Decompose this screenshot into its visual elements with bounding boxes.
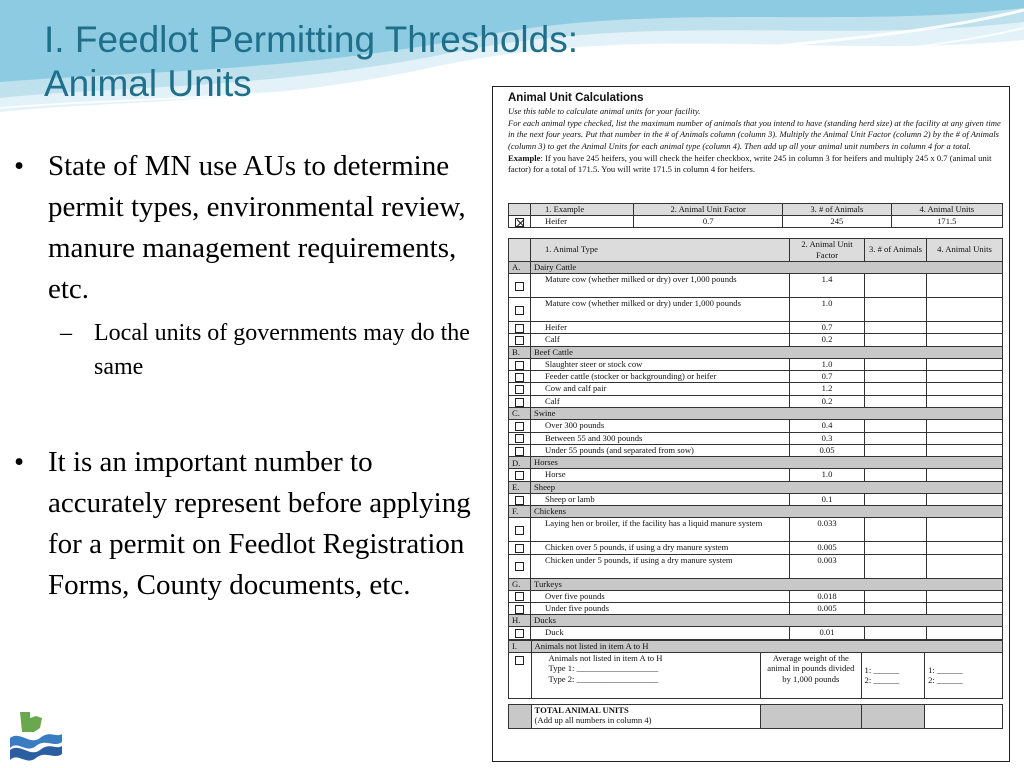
num-animals-field[interactable] — [865, 321, 927, 333]
example-units: 171.5 — [891, 216, 1002, 228]
num-animals-field[interactable] — [865, 554, 927, 578]
animal-units-field[interactable] — [927, 358, 1003, 370]
category-letter: B. — [509, 346, 531, 358]
other-units-1[interactable]: 1: ______ — [928, 664, 963, 675]
animal-type-name: Heifer — [531, 321, 790, 333]
category-letter: A. — [509, 261, 531, 273]
num-animals-field[interactable] — [865, 383, 927, 395]
other-units-2[interactable]: 2: ______ — [928, 675, 963, 686]
bullet-text: It is an important number to accurately represent before applying for a permit on Feedlot Registration Forms, County documents, etc. — [48, 446, 471, 601]
num-animals-field[interactable] — [865, 358, 927, 370]
animal-type-name: Between 55 and 300 pounds — [531, 432, 790, 444]
animal-type-name: Laying hen or broiler, if the facility has a liquid manure system — [531, 518, 790, 542]
category-letter: I. — [509, 640, 532, 652]
animal-type-name: Sheep or lamb — [531, 493, 790, 505]
animal-units-field[interactable] — [927, 273, 1003, 297]
animal-unit-factor: 0.003 — [790, 554, 865, 578]
table-row — [509, 273, 1003, 297]
table-header-row — [509, 238, 1003, 261]
example-animals: 245 — [783, 216, 891, 228]
category-letter: E. — [509, 481, 531, 493]
animal-units-field[interactable] — [927, 554, 1003, 578]
sub-bullet-item — [12, 316, 490, 384]
header-animal-type: 1. Animal Type — [531, 238, 790, 261]
mn-waves-logo-icon — [6, 708, 64, 766]
category-name: Dairy Cattle — [531, 261, 1003, 273]
bullet-list — [12, 146, 490, 606]
num-animals-field[interactable] — [865, 627, 927, 639]
dash-icon: – — [60, 320, 72, 346]
other-animals-row — [509, 652, 1003, 698]
animal-units-field[interactable] — [927, 370, 1003, 382]
animal-unit-factor: 0.7 — [790, 370, 865, 382]
category-name: Ducks — [531, 615, 1003, 627]
animal-type-name: Chicken under 5 pounds, if using a dry manure system — [531, 554, 790, 578]
checkbox-icon[interactable] — [515, 526, 524, 535]
animal-units-field[interactable] — [927, 542, 1003, 554]
category-row — [509, 640, 1003, 652]
checkbox-icon[interactable] — [515, 592, 524, 601]
animal-type-name: Over 300 pounds — [531, 420, 790, 432]
form-example — [508, 153, 1001, 175]
num-animals-field[interactable] — [865, 444, 927, 456]
num-animals-field[interactable] — [865, 370, 927, 382]
table-row — [509, 395, 1003, 407]
category-row — [509, 578, 1003, 590]
checkbox-icon[interactable] — [515, 361, 524, 370]
animal-units-field[interactable] — [927, 383, 1003, 395]
animal-type-name: Cow and calf pair — [531, 383, 790, 395]
num-animals-field[interactable] — [865, 432, 927, 444]
checkbox-icon[interactable] — [515, 282, 524, 291]
checkbox-icon[interactable] — [515, 336, 524, 345]
bullet-dot-icon: • — [14, 150, 25, 182]
other-type-1[interactable]: Type 1: ___________________ — [548, 663, 659, 674]
animal-units-field[interactable] — [927, 602, 1003, 614]
checkbox-icon[interactable] — [515, 324, 524, 333]
table-row — [509, 444, 1003, 456]
category-name: Swine — [531, 408, 1003, 420]
table-row — [509, 432, 1003, 444]
table-row — [509, 383, 1003, 395]
total-value-field[interactable] — [925, 704, 1003, 728]
other-average-weight: Average weight of the animal in pounds divided by 1,000 pounds — [761, 652, 861, 698]
checkbox-icon[interactable] — [515, 605, 524, 614]
total-row — [509, 704, 1003, 728]
animal-unit-factor: 0.05 — [790, 444, 865, 456]
num-animals-field[interactable] — [865, 602, 927, 614]
animal-type-name: Mature cow (whether milked or dry) over 1,000 pounds — [531, 273, 790, 297]
num-animals-field[interactable] — [865, 297, 927, 321]
num-animals-field[interactable] — [865, 273, 927, 297]
header-animal-units: 4. Animal Units — [927, 238, 1003, 261]
table-row — [509, 420, 1003, 432]
checkbox-icon[interactable] — [515, 562, 524, 571]
category-name: Animals not listed in item A to H — [531, 640, 1002, 652]
category-row — [509, 506, 1003, 518]
total-label: TOTAL ANIMAL UNITS — [534, 704, 629, 715]
category-letter: C. — [509, 408, 531, 420]
checkbox-icon[interactable] — [515, 496, 524, 505]
animal-units-field[interactable] — [927, 420, 1003, 432]
table-row — [509, 358, 1003, 370]
example-table — [508, 203, 1003, 228]
num-animals-field[interactable] — [865, 420, 927, 432]
header-num-animals: 3. # of Animals — [865, 238, 927, 261]
animal-units-field[interactable] — [927, 297, 1003, 321]
checked-checkbox-icon — [515, 218, 524, 227]
table-row — [509, 297, 1003, 321]
checkbox-icon[interactable] — [515, 656, 524, 665]
animal-units-field[interactable] — [927, 469, 1003, 481]
animal-unit-factor: 0.1 — [790, 493, 865, 505]
bullet-dot-icon: • — [14, 446, 25, 478]
table-row — [509, 334, 1003, 346]
category-row — [509, 457, 1003, 469]
animal-unit-form — [492, 86, 1010, 762]
animal-type-name: Under 55 pounds (and separated from sow) — [531, 444, 790, 456]
animal-unit-factor: 0.005 — [790, 602, 865, 614]
animal-units-field[interactable] — [927, 518, 1003, 542]
bullet-text: State of MN use AUs to determine permit types, environmental review, manure management requirements, etc. — [48, 150, 466, 305]
checkbox-icon[interactable] — [515, 434, 524, 443]
form-intro-2: For each animal type checked, list the maximum number of animals that you intend to have (standing herd size) at the facility at any given time in the next four years. Put that number in the # of Animals column (column 3). Multiply the Animal Unit Factor (column 2) by the # of Animals (column 3) to get the Animal Units for each animal type (column 4). Then add up all your animal unit numbers in column 4 for a total. — [508, 118, 1001, 151]
category-row — [509, 481, 1003, 493]
animal-unit-factor: 0.3 — [790, 432, 865, 444]
example-label: Example — [508, 152, 541, 163]
example-factor: 0.7 — [634, 216, 783, 228]
category-row — [509, 615, 1003, 627]
example-header-type: 1. Example — [531, 204, 634, 216]
category-letter: F. — [509, 506, 531, 518]
animal-type-name: Slaughter steer or stock cow — [531, 358, 790, 370]
animal-type-name: Duck — [531, 627, 790, 639]
animal-type-name: Over five pounds — [531, 590, 790, 602]
category-row — [509, 261, 1003, 273]
animal-type-name: Under five pounds — [531, 602, 790, 614]
num-animals-field[interactable] — [865, 542, 927, 554]
category-name: Sheep — [531, 481, 1003, 493]
checkbox-icon[interactable] — [515, 447, 524, 456]
animal-unit-factor: 0.01 — [790, 627, 865, 639]
table-row — [509, 321, 1003, 333]
num-animals-field[interactable] — [865, 518, 927, 542]
example-type: Heifer — [531, 216, 634, 228]
animal-unit-factor: 1.0 — [790, 297, 865, 321]
table-row — [509, 493, 1003, 505]
category-row — [509, 346, 1003, 358]
checkbox-icon[interactable] — [515, 385, 524, 394]
checkbox-icon[interactable] — [515, 306, 524, 315]
animal-type-name: Calf — [531, 334, 790, 346]
example-header-units: 4. Animal Units — [891, 204, 1002, 216]
animal-unit-factor: 1.0 — [790, 358, 865, 370]
slide-title-line-1: I. Feedlot Permitting Thresholds: — [44, 19, 579, 60]
table-row — [509, 554, 1003, 578]
num-animals-field[interactable] — [865, 334, 927, 346]
animal-unit-factor: 1.4 — [790, 273, 865, 297]
table-row — [509, 542, 1003, 554]
table-row — [509, 370, 1003, 382]
num-animals-field[interactable] — [865, 590, 927, 602]
category-name: Turkeys — [531, 578, 1003, 590]
form-title: Animal Unit Calculations — [508, 92, 644, 104]
form-intro-1: Use this table to calculate animal units for your facility. — [508, 106, 701, 116]
other-row-label: Animals not listed in item A to H — [548, 652, 663, 663]
checkbox-icon[interactable] — [515, 398, 524, 407]
checkbox-icon[interactable] — [515, 629, 524, 638]
table-row — [509, 602, 1003, 614]
example-text: : If you have 245 heifers, you will check the heifer checkbox, write 245 in column 3 for heifers and multiply 245 x 0.7 (animal unit factor) for a total of 171.5. You will write 171.5 in column 4 for heifers. — [508, 152, 992, 175]
slide-title-line-2: Animal Units — [44, 63, 252, 104]
animal-unit-factor: 0.2 — [790, 334, 865, 346]
animal-units-field[interactable] — [927, 321, 1003, 333]
category-row — [509, 408, 1003, 420]
animal-type-name: Chicken over 5 pounds, if using a dry manure system — [531, 542, 790, 554]
table-row — [509, 590, 1003, 602]
animal-unit-factor: 0.033 — [790, 518, 865, 542]
example-header-animals: 3. # of Animals — [783, 204, 891, 216]
total-sub: (Add up all numbers in column 4) — [534, 715, 652, 726]
table-row — [509, 518, 1003, 542]
num-animals-field[interactable] — [865, 395, 927, 407]
animal-units-field[interactable] — [927, 432, 1003, 444]
checkbox-icon[interactable] — [515, 471, 524, 480]
animal-unit-factor: 0.018 — [790, 590, 865, 602]
animal-units-field[interactable] — [927, 395, 1003, 407]
animal-units-field[interactable] — [927, 590, 1003, 602]
animal-unit-factor: 0.4 — [790, 420, 865, 432]
example-header-factor: 2. Animal Unit Factor — [634, 204, 783, 216]
num-animals-field[interactable] — [865, 469, 927, 481]
animal-type-name: Calf — [531, 395, 790, 407]
category-letter: D. — [509, 457, 531, 469]
category-letter: G. — [509, 578, 531, 590]
table-row — [509, 627, 1003, 639]
animal-unit-factor: 0.2 — [790, 395, 865, 407]
other-animals-2[interactable]: 2: ______ — [864, 675, 900, 686]
animal-unit-factor: 0.005 — [790, 542, 865, 554]
category-name: Beef Cattle — [531, 346, 1003, 358]
other-animals-table — [508, 640, 1003, 729]
checkbox-icon[interactable] — [515, 373, 524, 382]
animal-unit-factor: 1.0 — [790, 469, 865, 481]
animal-units-field[interactable] — [927, 493, 1003, 505]
bullet-item-2 — [12, 442, 490, 606]
animal-units-field[interactable] — [927, 334, 1003, 346]
checkbox-icon[interactable] — [515, 544, 524, 553]
animal-type-name: Horse — [531, 469, 790, 481]
checkbox-icon[interactable] — [515, 422, 524, 431]
header-unit-factor: 2. Animal Unit Factor — [790, 238, 865, 261]
category-letter: H. — [509, 615, 531, 627]
other-type-2[interactable]: Type 2: ___________________ — [548, 673, 659, 684]
bullet-item-1 — [12, 146, 490, 310]
animal-type-name: Mature cow (whether milked or dry) under 1,000 pounds — [531, 297, 790, 321]
sub-bullet-text: Local units of governments may do the same — [94, 320, 470, 380]
animal-unit-factor: 1.2 — [790, 383, 865, 395]
animal-unit-factor: 0.7 — [790, 321, 865, 333]
num-animals-field[interactable] — [865, 493, 927, 505]
animal-units-field[interactable] — [927, 627, 1003, 639]
table-row — [509, 469, 1003, 481]
animal-type-name: Feeder cattle (stocker or backgrounding) or heifer — [531, 370, 790, 382]
category-name: Chickens — [531, 506, 1003, 518]
animal-unit-table — [508, 238, 1003, 640]
category-name: Horses — [531, 457, 1003, 469]
other-animals-1[interactable]: 1: ______ — [864, 664, 900, 675]
animal-units-field[interactable] — [927, 444, 1003, 456]
